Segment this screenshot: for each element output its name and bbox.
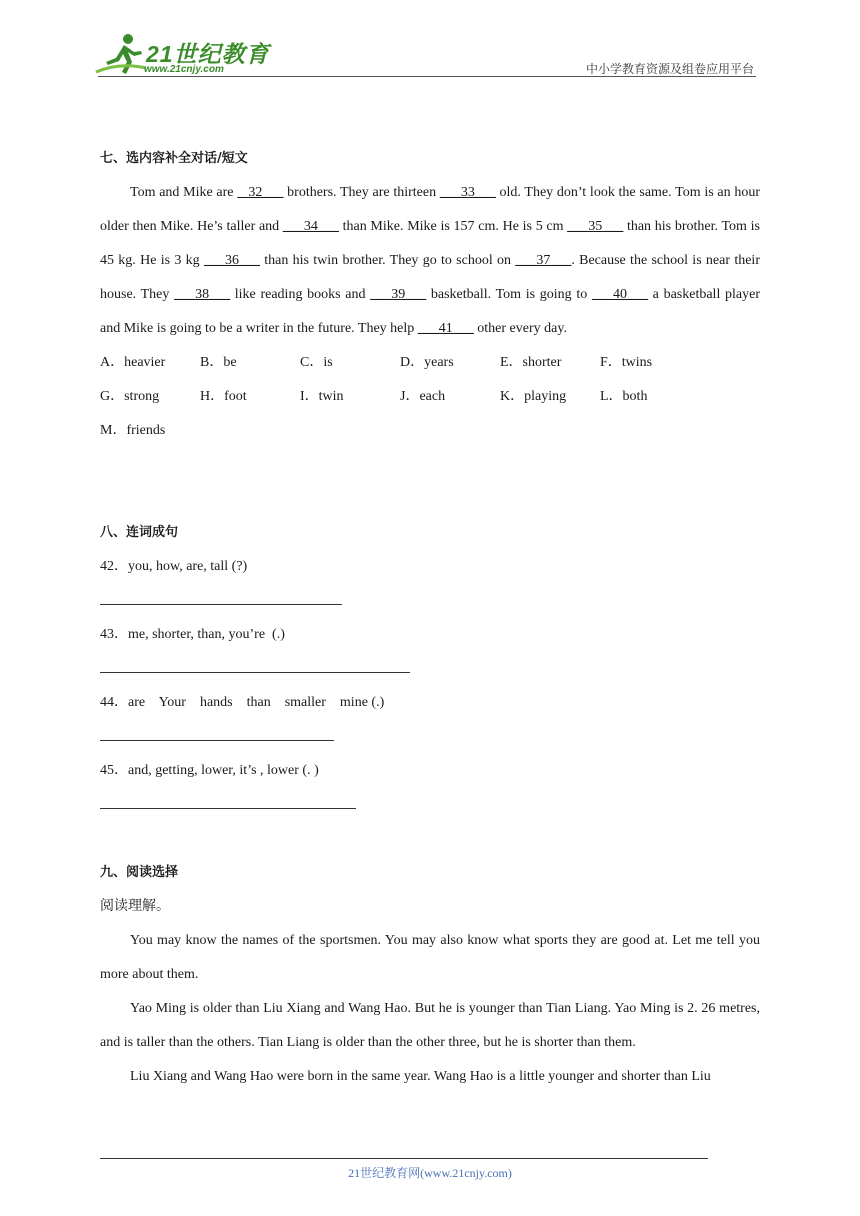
runner-logo-icon: [94, 32, 148, 76]
cloze-blank: ___40___: [591, 287, 648, 302]
cloze-blank: ___39___: [370, 287, 427, 302]
passage-text: than his twin brother. They go to school on: [259, 253, 516, 268]
option-item: K．playing: [500, 389, 567, 404]
section-9-subtitle: 阅读理解。: [100, 899, 170, 914]
cloze-blank: ___34___: [282, 219, 339, 234]
reading-paragraph: Yao Ming is older than Liu Xiang and Wang Hao. But he is younger than Tian Liang. Yao Ming is 2. 26 metres, and is taller than the others. Tian Liang is older than the other three, but he is shorter than them.: [100, 1001, 760, 1050]
question-text: 45．and, getting, lower, it’s , lower (. ): [100, 763, 319, 778]
sentence-ordering-items: [100, 550, 760, 822]
logo: [94, 32, 270, 78]
option-item: A．heavier: [100, 355, 166, 370]
section-8-title: 八、连词成句: [100, 525, 179, 540]
cloze-blank: ___37___: [515, 253, 572, 268]
option-item: E．shorter: [500, 355, 562, 370]
passage-text: a basketball player and Mike is going to be a writer in the future. They help: [100, 287, 761, 336]
option-item: B．be: [200, 355, 237, 370]
passage-text: old. They don’t look the same. Tom is an hour older then Mike. He’s taller and: [100, 185, 760, 234]
answer-line[interactable]: [100, 584, 760, 618]
header-tagline: 中小学教育资源及组卷应用平台: [585, 62, 754, 76]
passage-text: brothers. They are thirteen: [283, 185, 440, 200]
cloze-blank: ___38___: [174, 287, 231, 302]
logo-text: 21世纪教育: [146, 41, 270, 67]
passage-text: like reading books and: [230, 287, 371, 302]
cloze-blank: ___36___: [203, 253, 260, 268]
option-row: [100, 346, 760, 380]
option-item: H．foot: [200, 389, 247, 404]
passage-text: than his brother. Tom is 45 kg. He is 3 kg: [100, 219, 760, 268]
option-item: M．friends: [100, 423, 166, 438]
cloze-passage: [100, 176, 760, 346]
header-divider: [98, 76, 756, 77]
option-item: D．years: [400, 355, 454, 370]
question-text: 44．are Your hands than smaller mine (.): [100, 695, 385, 710]
section-9-title: 九、阅读选择: [100, 865, 179, 880]
section-7-title: 七、选内容补全对话/短文: [100, 151, 248, 166]
answer-line[interactable]: [100, 720, 760, 754]
passage-text: basketball. Tom is going to: [426, 287, 592, 302]
option-item: C．is: [300, 355, 333, 370]
option-item: G．strong: [100, 389, 160, 404]
passage-text: . Because the school is near their house. They: [100, 253, 760, 302]
footer-text: 21世纪教育网(www.21cnjy.com): [348, 1166, 512, 1180]
document-body: [100, 142, 760, 1094]
passage-text: Tom and Mike are: [130, 185, 238, 200]
cloze-blank: 32___: [237, 185, 284, 200]
cloze-blank: ___33___: [439, 185, 496, 200]
reading-passage: [100, 924, 760, 1094]
option-row: [100, 414, 760, 448]
logo-url: www.21cnjy.com: [144, 64, 224, 75]
question-text: 42．you, how, are, tall (?): [100, 559, 248, 574]
cloze-options: [100, 346, 760, 448]
cloze-blank: ___35___: [567, 219, 624, 234]
cloze-blank: ___41___: [417, 321, 474, 336]
footer-divider: [100, 1158, 708, 1159]
question-text: 43．me, shorter, than, you’re (.): [100, 627, 285, 642]
option-row: [100, 380, 760, 414]
option-item: L．both: [600, 389, 648, 404]
option-item: J．each: [400, 389, 446, 404]
page-header: [0, 0, 860, 80]
reading-paragraph: Liu Xiang and Wang Hao were born in the same year. Wang Hao is a little younger and shorter than Liu: [130, 1069, 711, 1084]
answer-line[interactable]: [100, 652, 760, 686]
option-item: F．twins: [600, 355, 653, 370]
passage-text: other every day.: [473, 321, 567, 336]
reading-paragraph: You may know the names of the sportsmen. You may also know what sports they are good at. Let me tell you more about them.: [100, 933, 760, 982]
passage-text: than Mike. Mike is 157 cm. He is 5 cm: [338, 219, 568, 234]
answer-line[interactable]: [100, 788, 760, 822]
option-item: I．twin: [300, 389, 344, 404]
